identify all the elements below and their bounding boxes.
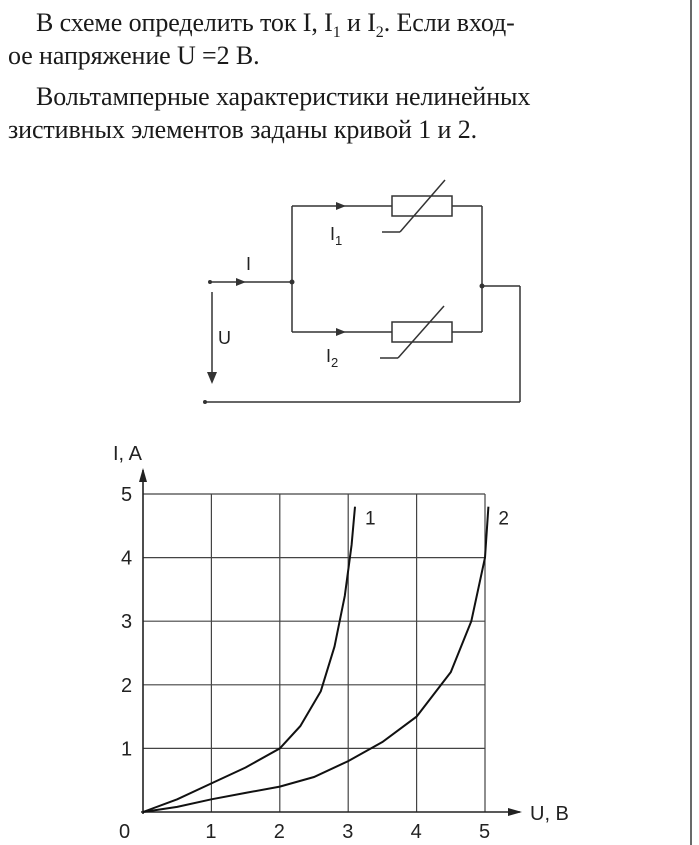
voltage-arrow-head <box>207 372 217 384</box>
p1-suffix: . Если вход- <box>383 8 515 37</box>
resistor-1-nonlinear-mark <box>400 180 445 232</box>
x-tick-label: 2 <box>273 821 285 843</box>
problem-paragraph-1-line-2: ое напряжение U =2 В. <box>8 41 260 70</box>
y-tick-label: 5 <box>121 484 133 506</box>
y-tick-label: 1 <box>121 738 133 761</box>
y-tick-label: 3 <box>121 611 133 634</box>
p1-mid: и I <box>340 8 376 37</box>
terminal-top <box>208 280 212 284</box>
terminal-bottom <box>203 400 207 404</box>
series-line-2 <box>143 507 488 812</box>
x-tick-label: 1 <box>205 821 217 843</box>
p1-sub2: 2 <box>375 24 384 42</box>
y-tick-label: 2 <box>121 674 133 697</box>
x-tick-label: 3 <box>342 821 354 843</box>
current-i-arrow <box>236 278 246 286</box>
series-line-1 <box>143 507 355 812</box>
current-i1-arrow <box>336 202 346 210</box>
x-axis-label: U, B <box>530 803 569 825</box>
series-label-2: 2 <box>498 508 509 530</box>
iv-chart <box>0 420 699 845</box>
y-axis-arrow <box>139 468 147 482</box>
label-voltage-u: U <box>218 328 231 348</box>
p1-prefix: В схеме определить ток I, I <box>36 8 333 37</box>
y-axis-label: I, A <box>113 443 142 465</box>
x-tick-label: 4 <box>410 821 422 843</box>
series-label-1: 1 <box>365 508 376 530</box>
resistor-2-nonlinear-mark <box>398 306 444 358</box>
circuit-diagram <box>0 0 699 420</box>
label-current-i: I <box>246 254 252 274</box>
x-tick-label: 5 <box>479 821 491 843</box>
y-tick-label: 4 <box>121 547 133 570</box>
current-i2-arrow <box>336 328 346 336</box>
node-right <box>480 284 485 289</box>
x-axis-arrow <box>508 808 522 816</box>
node-left <box>290 280 295 285</box>
problem-paragraph-2: Вольтамперные характеристики нелинейных <box>36 82 531 111</box>
p1-sub1: 1 <box>332 24 341 42</box>
x-tick-label: 0 <box>119 821 131 843</box>
problem-paragraph-2-line-2: зистивных элементов заданы кривой 1 и 2. <box>8 115 478 144</box>
label-current-i1: $I_1$ <box>330 224 343 248</box>
label-current-i2: $I_2$ <box>326 346 339 370</box>
